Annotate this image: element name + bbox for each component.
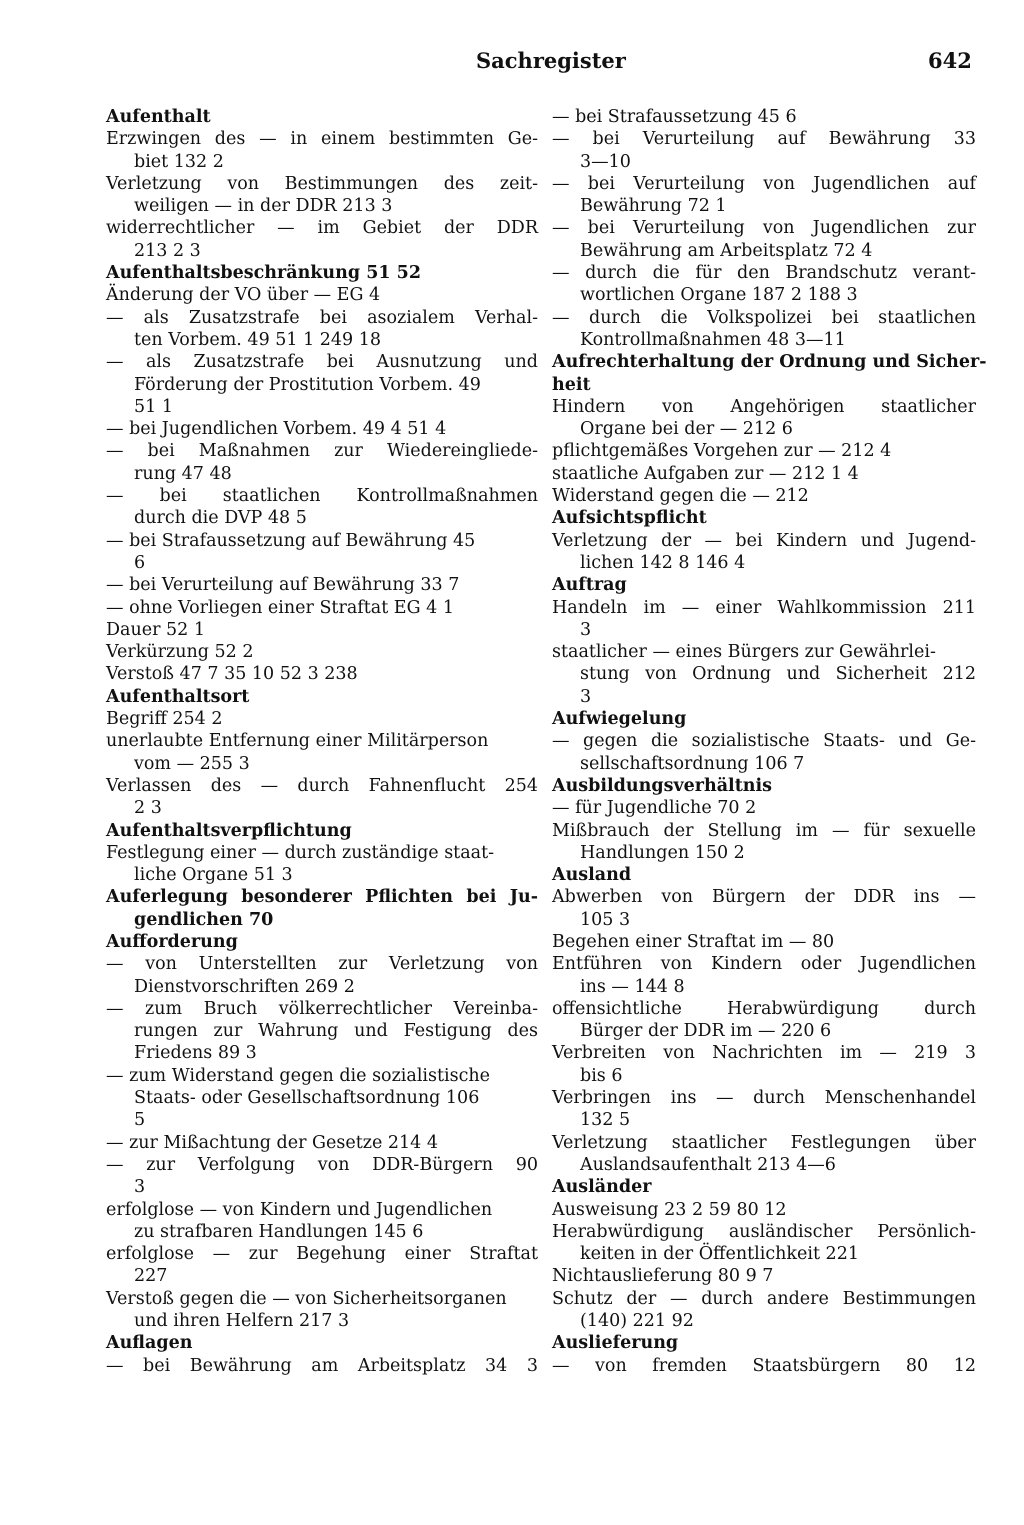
index-entry: offensichtliche Herabwürdigung durch bbox=[552, 998, 976, 1019]
index-entry: 105 3 bbox=[580, 909, 631, 930]
index-entry: Schutz der — durch andere Bestimmungen bbox=[552, 1288, 976, 1309]
index-entry: Widerstand gegen die — 212 bbox=[552, 486, 809, 507]
index-entry: — bei Bewährung am Arbeitsplatz 34 3 bbox=[106, 1355, 538, 1376]
index-heading: Aufenthaltsort bbox=[106, 686, 250, 707]
index-entry: ins — 144 8 bbox=[580, 976, 685, 997]
index-entry: Bürger der DDR im — 220 6 bbox=[580, 1021, 832, 1042]
index-entry: — ohne Vorliegen einer Straftat EG 4 1 bbox=[106, 597, 454, 618]
index-entry: Organe bei der — 212 6 bbox=[580, 419, 793, 440]
index-entry: Dauer 52 1 bbox=[106, 619, 205, 640]
index-entry: erfolglose — von Kindern und Jugendlichen bbox=[106, 1199, 493, 1220]
index-entry: 51 1 bbox=[134, 396, 173, 417]
index-entry: — als Zusatzstrafe bei Ausnutzung und bbox=[106, 352, 538, 373]
index-heading: Ausländer bbox=[552, 1177, 652, 1198]
index-heading: gendlichen 70 bbox=[134, 909, 274, 930]
index-entry: Verletzung der — bei Kindern und Jugend- bbox=[552, 530, 976, 551]
index-entry: — zum Widerstand gegen die sozialistische bbox=[106, 1065, 491, 1086]
index-entry: staatlicher — eines Bürgers zur Gewährlei- bbox=[552, 642, 936, 663]
index-entry: — durch die Volkspolizei bei staatlichen bbox=[552, 307, 976, 328]
index-entry: Verletzung von Bestimmungen des zeit- bbox=[106, 173, 538, 194]
index-heading: Aufsichtspflicht bbox=[552, 508, 707, 529]
index-entry: ten Vorbem. 49 51 1 249 18 bbox=[134, 329, 382, 350]
index-entry: 3 bbox=[134, 1177, 146, 1198]
index-entry: — bei Maßnahmen zur Wiedereingliede- bbox=[106, 441, 538, 462]
index-entry: biet 132 2 bbox=[134, 151, 224, 172]
index-entry: Nichtauslieferung 80 9 7 bbox=[552, 1266, 774, 1287]
index-entry: zu strafbaren Handlungen 145 6 bbox=[134, 1221, 424, 1242]
index-entry: — zur Verfolgung von DDR-Bürgern 90 bbox=[106, 1154, 538, 1175]
index-entry: Herabwürdigung ausländischer Persönlich- bbox=[552, 1221, 976, 1242]
index-entry: stung von Ordnung und Sicherheit 212 bbox=[580, 664, 976, 685]
index-entry: — bei Verurteilung von Jugendlichen zur bbox=[552, 218, 976, 239]
index-entry: Verbreiten von Nachrichten im — 219 3 bbox=[552, 1043, 976, 1064]
index-entry: 227 bbox=[134, 1266, 168, 1287]
index-entry: — bei Verurteilung von Jugendlichen auf bbox=[552, 173, 976, 194]
index-entry: — als Zusatzstrafe bei asozialem Verhal- bbox=[106, 307, 538, 328]
index-entry: Kontrollmaßnahmen 48 3—11 bbox=[580, 329, 846, 350]
index-entry: Handeln im — einer Wahlkommission 211 bbox=[552, 597, 976, 618]
index-entry: Abwerben von Bürgern der DDR ins — bbox=[552, 887, 976, 908]
index-entry: Begehen einer Straftat im — 80 bbox=[552, 931, 835, 952]
index-entry: — bei Strafaussetzung 45 6 bbox=[552, 107, 797, 127]
index-entry: 3 bbox=[580, 619, 592, 640]
index-entry: Bewährung am Arbeitsplatz 72 4 bbox=[580, 240, 873, 261]
index-heading: Auslieferung bbox=[552, 1333, 679, 1354]
index-column-right bbox=[552, 106, 987, 1377]
index-entry: Änderung der VO über — EG 4 bbox=[106, 285, 381, 306]
index-heading: Aufforderung bbox=[106, 931, 238, 952]
page-number: 642 bbox=[928, 48, 972, 73]
index-entry: Festlegung einer — durch zuständige staat- bbox=[106, 842, 495, 863]
index-heading: Auferlegung besonderer Pflichten bei Ju- bbox=[106, 887, 538, 908]
index-entry: 5 bbox=[134, 1110, 146, 1131]
index-entry: Verlassen des — durch Fahnenflucht 254 bbox=[106, 775, 538, 796]
index-entry: — bei Strafaussetzung auf Bewährung 45 bbox=[106, 530, 476, 551]
index-entry: Handlungen 150 2 bbox=[580, 842, 745, 863]
index-entry: weiligen — in der DDR 213 3 bbox=[134, 196, 393, 217]
index-entry: — bei Verurteilung auf Bewährung 33 7 bbox=[106, 575, 460, 596]
index-entry: 3 bbox=[580, 686, 592, 707]
index-heading: Ausbildungsverhältnis bbox=[552, 775, 772, 796]
index-heading: Ausland bbox=[552, 865, 632, 886]
index-entry: — bei staatlichen Kontrollmaßnahmen bbox=[106, 486, 538, 507]
index-heading: Auftrag bbox=[552, 575, 627, 596]
index-entry: wortlichen Organe 187 2 188 3 bbox=[580, 285, 858, 306]
index-heading: Auflagen bbox=[106, 1333, 193, 1354]
index-entry: Verbringen ins — durch Menschenhandel bbox=[552, 1088, 976, 1109]
index-entry: — durch die für den Brandschutz verant- bbox=[552, 263, 976, 284]
index-entry: 3—10 bbox=[580, 151, 631, 172]
index-entry: — zum Bruch völkerrechtlicher Vereinba- bbox=[106, 998, 538, 1019]
index-entry: 2 3 bbox=[134, 798, 162, 819]
index-entry: Ausweisung 23 2 59 80 12 bbox=[552, 1199, 787, 1220]
index-entry: Bewährung 72 1 bbox=[580, 196, 727, 217]
index-entry: Hindern von Angehörigen staatlicher bbox=[552, 396, 976, 417]
index-entry: rung 47 48 bbox=[134, 463, 232, 484]
index-entry: Auslandsaufenthalt 213 4—6 bbox=[580, 1154, 836, 1175]
index-entry: und ihren Helfern 217 3 bbox=[134, 1311, 350, 1332]
page-title: Sachregister bbox=[476, 48, 626, 73]
index-entry: — für Jugendliche 70 2 bbox=[552, 798, 757, 819]
index-entry: — bei Jugendlichen Vorbem. 49 4 51 4 bbox=[106, 419, 447, 440]
index-entry: Verstoß gegen die — von Sicherheitsorganen bbox=[106, 1288, 507, 1309]
index-heading: Aufenthalt bbox=[106, 107, 211, 127]
index-entry: — von fremden Staatsbürgern 80 12 bbox=[552, 1355, 976, 1376]
index-entry: Mißbrauch der Stellung im — für sexuelle bbox=[552, 820, 976, 841]
index-entry: bis 6 bbox=[580, 1065, 623, 1086]
index-entry: Förderung der Prostitution Vorbem. 49 bbox=[134, 374, 481, 395]
index-entry: Dienstvorschriften 269 2 bbox=[134, 976, 355, 997]
index-entry: keiten in der Öffentlichkeit 221 bbox=[580, 1244, 859, 1265]
index-entry: Entführen von Kindern oder Jugendlichen bbox=[552, 954, 976, 975]
index-entry: liche Organe 51 3 bbox=[134, 865, 293, 886]
index-entry: — von Unterstellten zur Verletzung von bbox=[106, 954, 538, 975]
index-entry: lichen 142 8 146 4 bbox=[580, 552, 746, 573]
index-entry: erfolglose — zur Begehung einer Straftat bbox=[106, 1244, 538, 1265]
page-header bbox=[0, 0, 1024, 90]
index-entry: — gegen die sozialistische Staats- und Ge- bbox=[552, 731, 976, 752]
index-heading: Aufenthaltsbeschränkung 51 52 bbox=[106, 263, 421, 284]
index-entry: Verkürzung 52 2 bbox=[106, 642, 254, 663]
index-entry: pflichtgemäßes Vorgehen zur — 212 4 bbox=[552, 441, 892, 462]
index-heading: Aufrechterhaltung der Ordnung und Sicher- bbox=[552, 352, 987, 373]
index-entry: Erzwingen des — in einem bestimmten Ge- bbox=[106, 129, 538, 150]
index-entry: durch die DVP 48 5 bbox=[134, 508, 307, 529]
index-entry: 213 2 3 bbox=[134, 240, 201, 261]
index-entry: — zur Mißachtung der Gesetze 214 4 bbox=[106, 1132, 438, 1153]
index-entry: rungen zur Wahrung und Festigung des bbox=[134, 1021, 538, 1042]
index-heading: heit bbox=[552, 374, 591, 395]
index-entry: vom — 255 3 bbox=[134, 753, 250, 774]
index-column-left bbox=[106, 106, 538, 1377]
index-entry: Verstoß 47 7 35 10 52 3 238 bbox=[106, 664, 358, 685]
index-entry: widerrechtlicher — im Gebiet der DDR bbox=[106, 218, 538, 239]
index-entry: 6 bbox=[134, 552, 146, 573]
index-heading: Aufwiegelung bbox=[552, 709, 687, 730]
index-entry: sellschaftsordnung 106 7 bbox=[580, 753, 805, 774]
index-heading: Aufenthaltsverpflichtung bbox=[106, 820, 352, 841]
index-entry: Staats- oder Gesellschaftsordnung 106 bbox=[134, 1088, 480, 1109]
index-entry: — bei Verurteilung auf Bewährung 33 bbox=[552, 129, 976, 150]
index-entry: (140) 221 92 bbox=[580, 1311, 694, 1332]
index-entry: staatliche Aufgaben zur — 212 1 4 bbox=[552, 463, 859, 484]
index-entry: unerlaubte Entfernung einer Militärperson bbox=[106, 731, 489, 752]
index-entry: Begriff 254 2 bbox=[106, 709, 223, 730]
index-entry: 132 5 bbox=[580, 1110, 631, 1131]
index-entry: Verletzung staatlicher Festlegungen über bbox=[552, 1132, 976, 1153]
index-entry: Friedens 89 3 bbox=[134, 1043, 257, 1064]
